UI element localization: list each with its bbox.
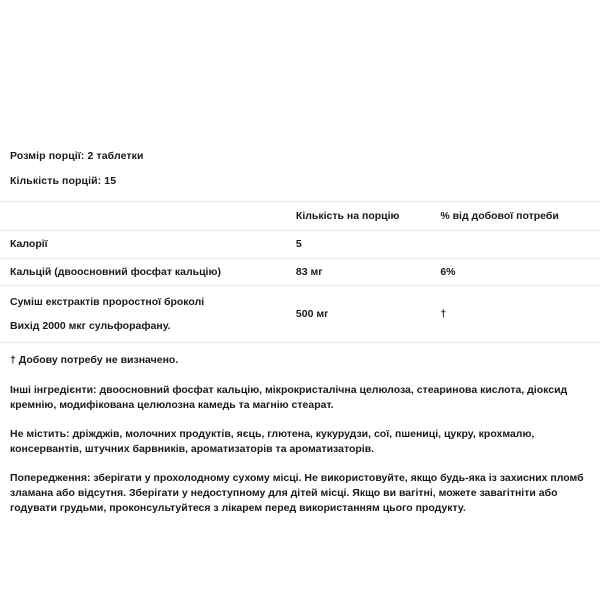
servings-count-label: Кількість порцій: [10,175,102,188]
serving-info-block [0,150,600,188]
content-area [0,150,600,526]
cell-amount: 83 мг [296,258,440,285]
cell-amount: 5 [296,231,440,258]
cell-nutrient-name [0,285,296,342]
header-amount-per-serving: Кількість на порцію [296,202,440,231]
cell-nutrient-name: Калорії [0,231,296,258]
daily-value-footnote: † Добову потребу не визначено. [10,354,179,367]
cell-daily-value [440,231,600,258]
table-header [0,202,600,231]
table-body [0,231,600,343]
free-from-paragraph: Не містить: дріжджів, молочних продуктів, яєць, глютена, кукурудзи, сої, пшениці, цукру, крохмалю, консервантів, штучних барвників, ароматизаторів та ароматизаторів. [10,428,535,455]
cell-amount: 500 мг [296,285,440,342]
nutrient-name-multiline [10,295,296,333]
servings-per-container-line [10,175,590,188]
cell-daily-value: 6% [440,258,600,285]
nutrition-facts-table [0,201,600,343]
nutrient-name-line2: Вихід 2000 мкг сульфорафану. [10,319,171,332]
cell-nutrient-name: Кальцій (двоосновний фосфат кальцію) [0,258,296,285]
serving-size-value: 2 таблетки [87,150,144,162]
header-nutrient-name [0,202,296,231]
other-ingredients-paragraph: Інші інгредієнти: двоосновний фосфат кальцію, мікрокристалічна целюлоза, стеаринова кислота, діоксид кремнію, модифікована целюлозна камедь та магнію стеарат. [10,384,568,412]
servings-count-value: 15 [104,175,117,188]
table-row [0,231,600,258]
header-daily-value: % від добової потреби [440,202,600,231]
table-row [0,285,600,342]
table-row [0,258,600,285]
table-header-row [0,202,600,231]
serving-size-line [10,150,590,163]
warning-paragraph: Попередження: зберігати у прохолодному сухому місці. Не використовуйте, якщо будь-яка із захисних пломб зламана або відсутня. Зберігати у недоступному для дітей місці. Якщо ви вагітні, можете завагітніти або годувати грудьми, проконсультуйтеся з лікарем перед використанням цього продукту. [10,471,584,514]
cell-daily-value: † [440,285,600,342]
nutrient-name-line1: Суміш екстрактів проростної броколі [10,295,205,308]
serving-size-label: Розмір порції: [10,150,85,162]
